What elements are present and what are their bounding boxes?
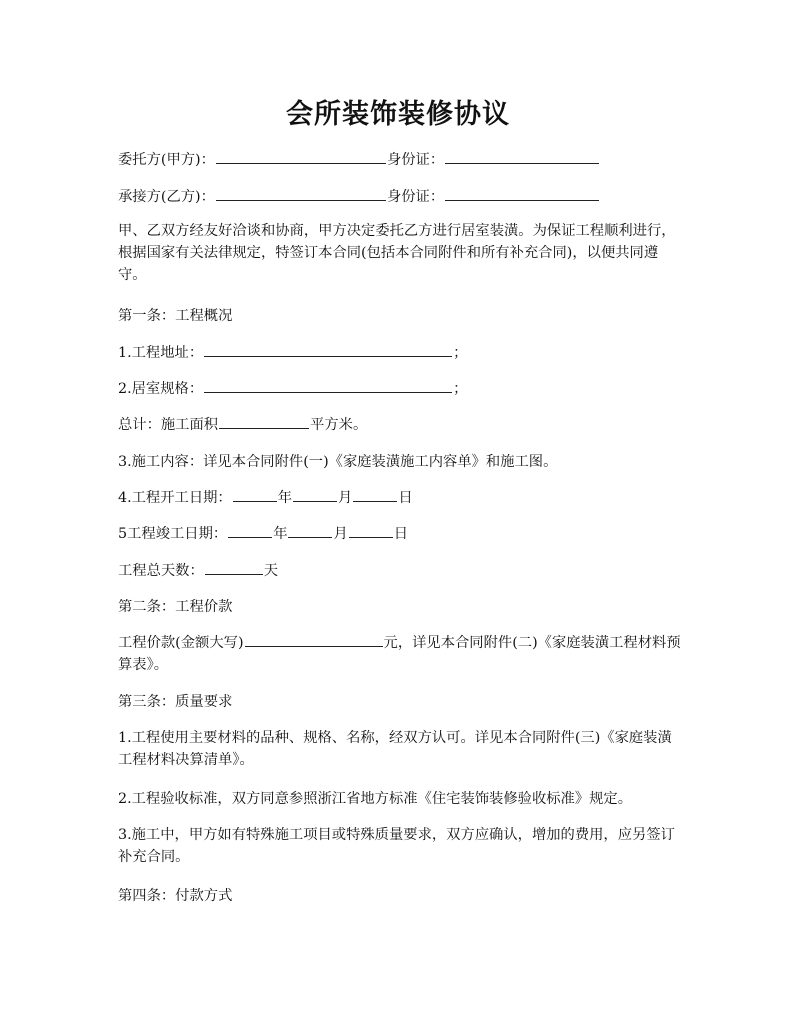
article-2-heading: 第二条：工程价款 xyxy=(118,599,233,615)
end-day-text: 日 xyxy=(393,526,409,542)
start-label: 4.工程开工日期： xyxy=(118,490,232,506)
end-month-text: 月 xyxy=(333,526,348,542)
party-a-id-label: 身份证： xyxy=(386,152,445,168)
end-year-text: 年 xyxy=(273,526,288,542)
days-unit: 天 xyxy=(263,563,279,579)
price-paragraph xyxy=(118,632,684,676)
start-day-blank[interactable] xyxy=(353,487,397,502)
start-year-text: 年 xyxy=(277,490,293,506)
price-label: 工程价款(金额大写) xyxy=(118,635,244,651)
quality-item-3: 3.施工中，甲方如有特殊施工项目或特殊质量要求，双方应确认，增加的费用，应另签订补充合同。 xyxy=(118,827,675,865)
article-1-heading: 第一条：工程概况 xyxy=(118,308,233,324)
party-b-label: 承接方(乙方)： xyxy=(118,189,215,205)
address-blank[interactable] xyxy=(204,342,452,357)
party-a-id-blank[interactable] xyxy=(445,149,599,164)
address-label: 1.工程地址： xyxy=(118,345,204,361)
address-line xyxy=(118,342,684,364)
quality-item-1: 1.工程使用主要材料的品种、规格、名称，经双方认可。详见本合同附件(三)《家庭装潢工程材料决算清单》。 xyxy=(118,730,672,768)
document-title: 会所装饰装修协议 xyxy=(286,99,510,130)
total-days-line xyxy=(118,560,684,582)
price-rest: 元，详见本合同附件(二)《家庭装潢工程材料预算表》。 xyxy=(118,635,681,673)
spec-line xyxy=(118,378,684,400)
total-area-line xyxy=(118,414,684,436)
area-blank[interactable] xyxy=(219,414,309,429)
total-label: 总计：施工面积 xyxy=(118,417,219,433)
end-label: 5工程竣工日期： xyxy=(118,526,228,542)
content-line: 3.施工内容：详见本合同附件(一)《家庭装潢施工内容单》和施工图。 xyxy=(118,454,558,470)
party-b-id-label: 身份证： xyxy=(386,189,445,205)
party-a-name-blank[interactable] xyxy=(216,149,386,164)
spec-blank[interactable] xyxy=(204,378,452,393)
start-date-line xyxy=(118,487,684,509)
total-unit: 平方米。 xyxy=(310,417,368,433)
address-end: ； xyxy=(453,345,468,361)
end-date-line xyxy=(118,523,684,545)
end-month-blank[interactable] xyxy=(288,523,332,538)
spec-end: ； xyxy=(453,381,468,397)
party-b-line xyxy=(118,186,684,208)
article-4-heading: 第四条：付款方式 xyxy=(118,888,233,904)
party-a-line xyxy=(118,149,684,171)
article-3-heading: 第三条：质量要求 xyxy=(118,694,233,710)
start-day-text: 日 xyxy=(398,490,413,506)
start-month-blank[interactable] xyxy=(293,487,337,502)
days-label: 工程总天数： xyxy=(118,563,204,579)
days-blank[interactable] xyxy=(205,560,263,575)
start-year-blank[interactable] xyxy=(233,487,277,502)
end-year-blank[interactable] xyxy=(228,523,272,538)
end-day-blank[interactable] xyxy=(349,523,393,538)
party-b-id-blank[interactable] xyxy=(445,186,599,201)
spec-label: 2.居室规格： xyxy=(118,381,204,397)
quality-item-2: 2.工程验收标准，双方同意参照浙江省地方标准《住宅装饰装修验收标准》规定。 xyxy=(118,791,633,807)
price-blank[interactable] xyxy=(245,632,383,647)
party-b-name-blank[interactable] xyxy=(216,186,386,201)
intro-paragraph: 甲、乙双方经友好洽谈和协商，甲方决定委托乙方进行居室装潢。为保证工程顺利进行，根据国家有关法律规定，特签订本合同(包括本合同附件和所有补充合同)，以便共同遵守。 xyxy=(118,223,676,283)
start-month-text: 月 xyxy=(338,490,353,506)
party-a-label: 委托方(甲方)： xyxy=(118,152,215,168)
